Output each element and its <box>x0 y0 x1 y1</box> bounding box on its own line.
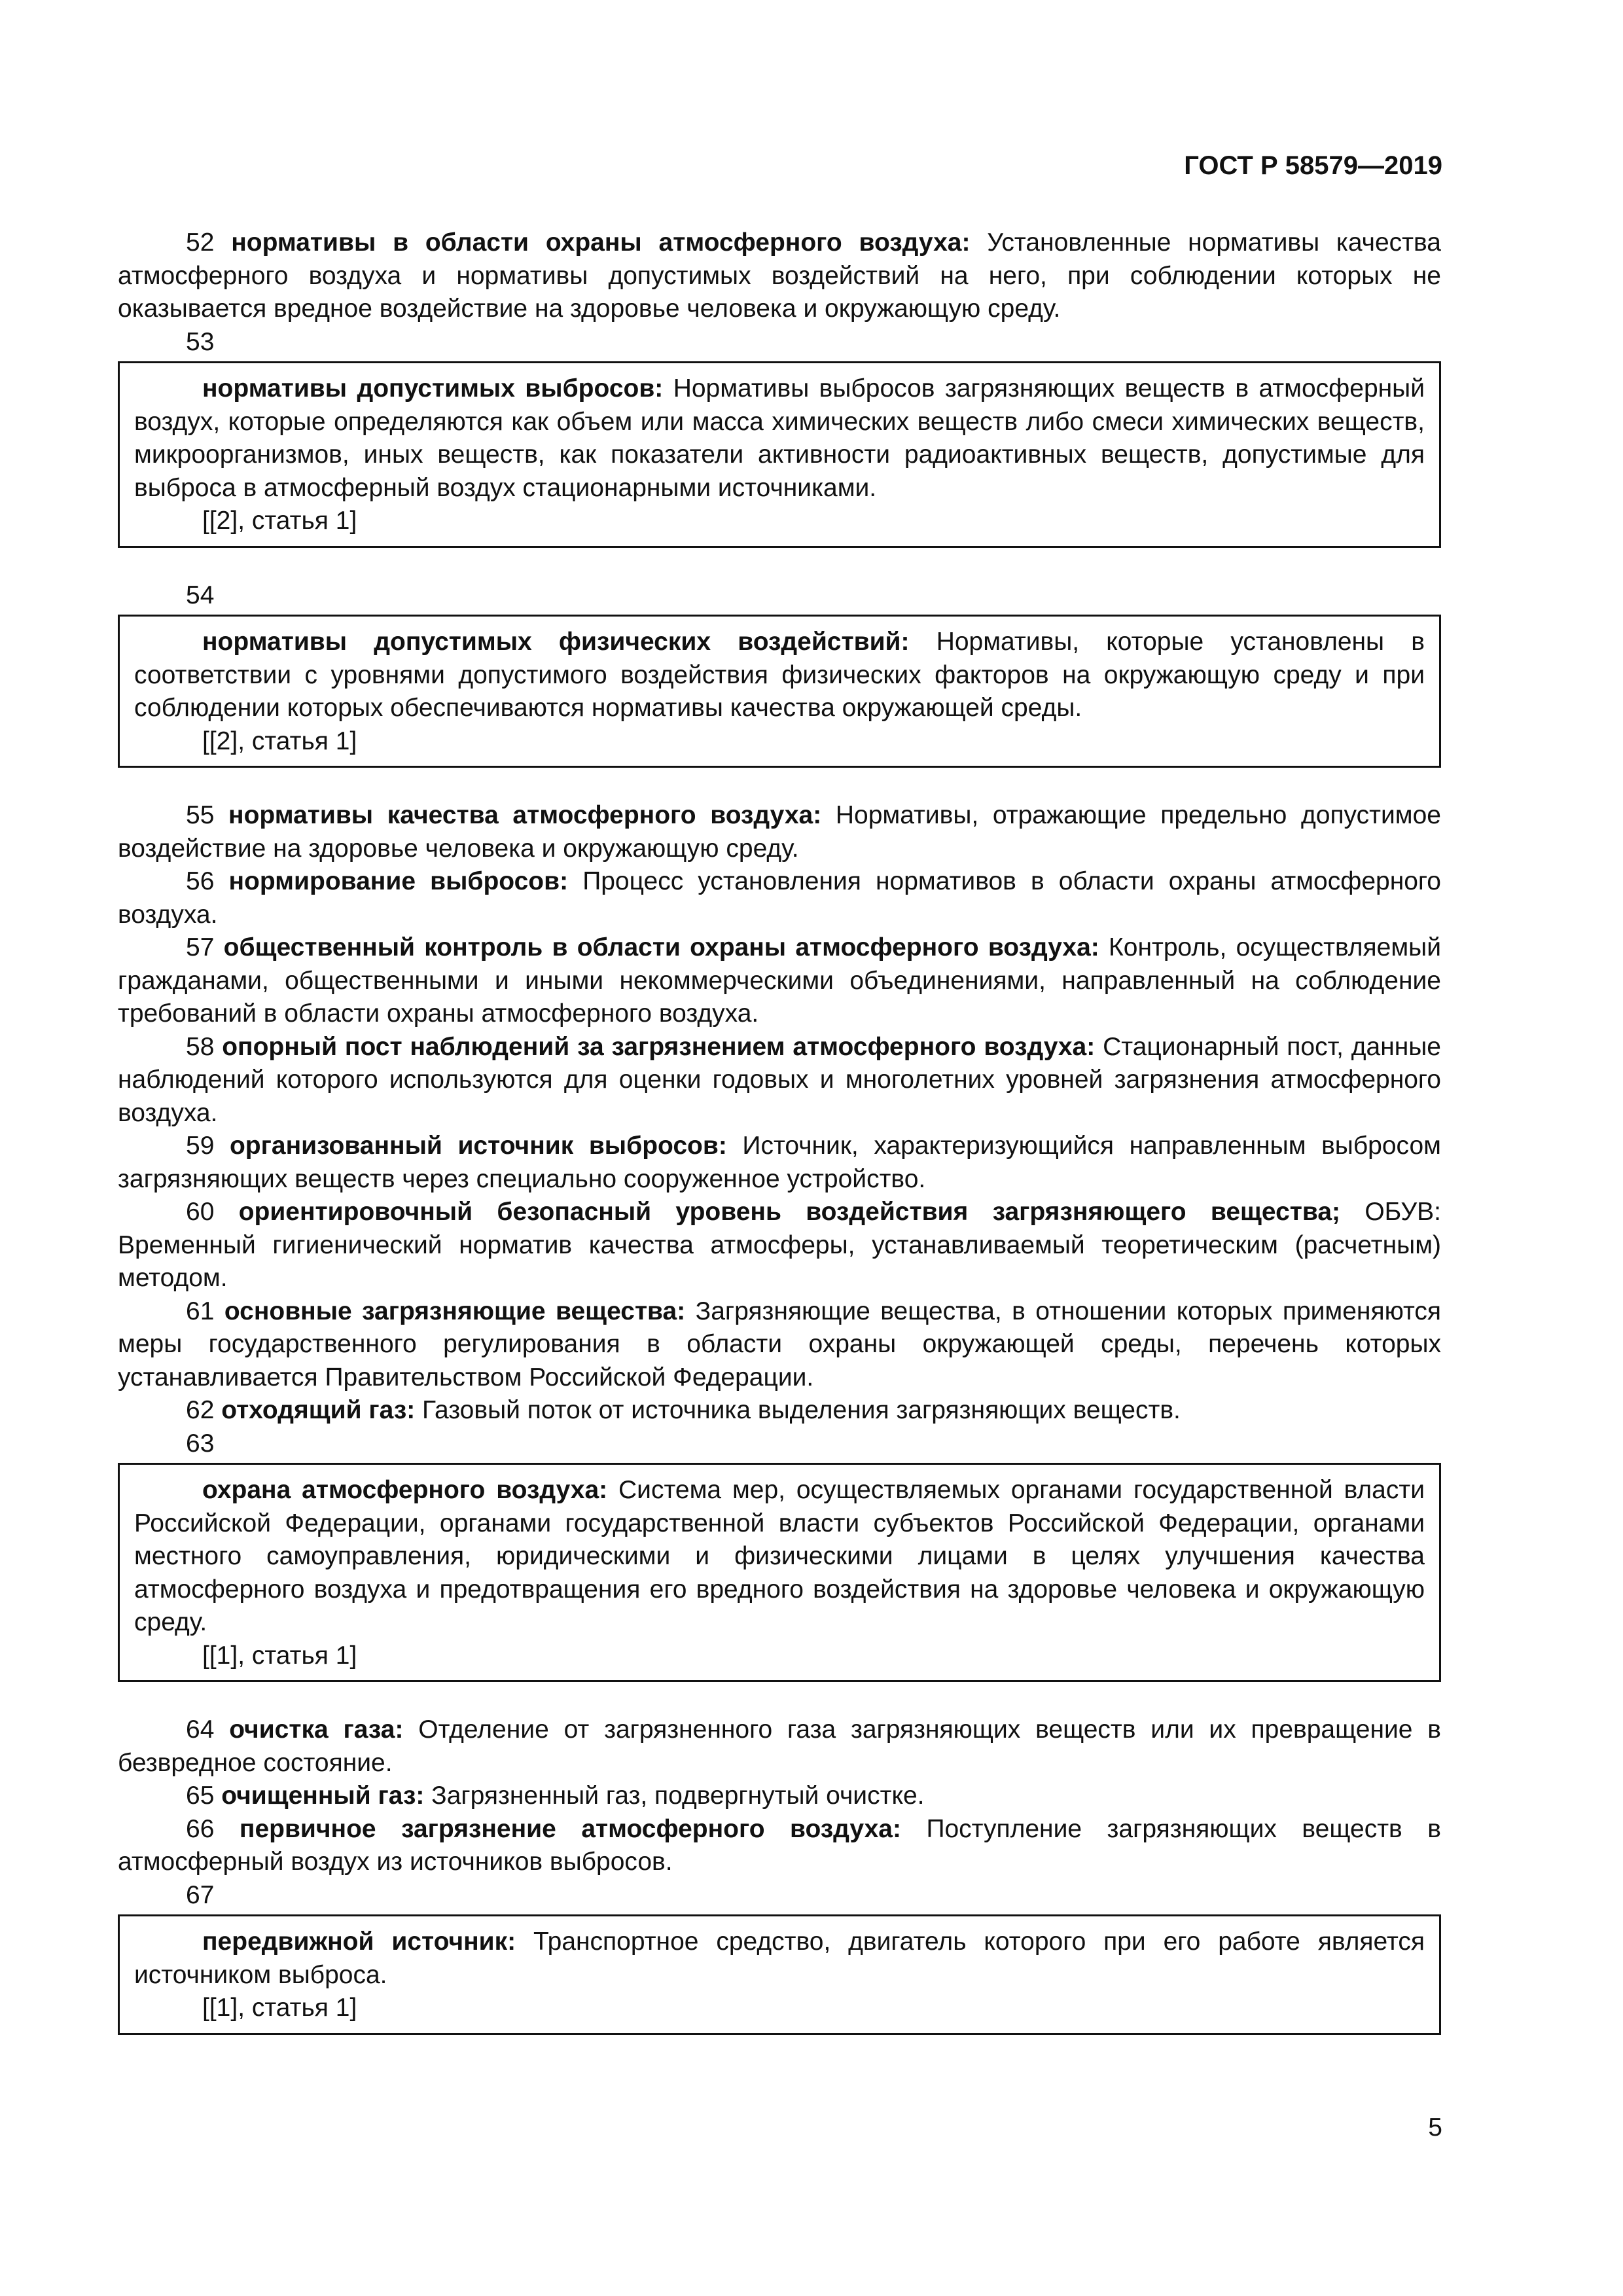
standard-designation: ГОСТ Р 58579—2019 <box>1184 151 1442 180</box>
legal-term-box-67 <box>118 1914 1441 2035</box>
term-number: 58 <box>186 1032 215 1061</box>
term-name: ориентировочный безопасный уровень воздействия загрязняющего вещества; <box>238 1198 1341 1226</box>
source-reference: [[1], статья 1] <box>202 1994 357 2022</box>
term-definition: Процесс установления нормативов в области охраны атмосферного воздуха. <box>118 867 1441 929</box>
term-entry-65 <box>118 1780 1441 1813</box>
term-number: 59 <box>186 1132 215 1160</box>
term-name: общественный контроль в области охраны атмосферного воздуха: <box>223 933 1099 961</box>
legal-term-box-63 <box>118 1463 1441 1682</box>
term-entry-57 <box>118 931 1441 1031</box>
term-number: 66 <box>186 1814 215 1843</box>
term-number: 60 <box>186 1198 215 1226</box>
term-entry-58 <box>118 1031 1441 1130</box>
term-entry-59 <box>118 1130 1441 1196</box>
term-definition: Стационарный пост, данные наблюдений которого используются для оценки годовых и многолетних уровней загрязнения атмосферного воздуха. <box>118 1032 1442 1127</box>
term-number: 62 <box>186 1396 215 1424</box>
term-entry-62 <box>118 1394 1441 1427</box>
term-name: очистка газа: <box>229 1715 404 1744</box>
term-definition: Отделение от загрязненного газа загрязняющих веществ или их превращение в безвредное состояние. <box>118 1715 1441 1777</box>
term-name: передвижной источник: <box>202 1928 516 1956</box>
term-number: 55 <box>186 801 215 829</box>
term-definition: Загрязненный газ, подвергнутый очистке. <box>431 1782 925 1810</box>
source-reference: [[2], статья 1] <box>202 726 357 755</box>
term-definition: Газовый поток от источника выделения загрязняющих веществ. <box>422 1396 1181 1424</box>
term-name: опорный пост наблюдений за загрязнением атмосферного воздуха: <box>222 1032 1096 1061</box>
legal-term-box-54 <box>118 615 1441 768</box>
term-definition: Источник, характеризующийся направленным выбросом загрязняющих веществ через специально сооруженное устройство. <box>118 1132 1441 1193</box>
term-entry-66 <box>118 1813 1441 1879</box>
term-definition: Поступление загрязняющих веществ в атмосферный воздух из источников выбросов. <box>118 1814 1441 1876</box>
term-entry-52 <box>118 226 1441 326</box>
term-entry-64 <box>118 1713 1441 1780</box>
term-number: 56 <box>186 867 215 895</box>
boxed-term-entry <box>134 372 1425 505</box>
boxed-term-entry <box>134 626 1425 725</box>
term-number: 57 <box>186 933 215 961</box>
term-definition: Нормативы, которые установлены в соответствии с уровнями допустимого воздействия физических факторов на окружающую среду и при соблюдении которых обеспечиваются нормативы качества окружающей среды. <box>134 628 1425 722</box>
term-name: нормативы допустимых выбросов: <box>202 374 664 403</box>
term-definition: Система мер, осуществляемых органами государственной власти Российской Федерации, органами государственной власти субъектов Российской Федерации, органами местного самоуправления, юридическими и физическими лицами в целях улучшения качества атмосферного воздуха и предотвращения его вредного воздействия на здоровье человека и окружающую среду. <box>134 1476 1425 1636</box>
term-definition: Контроль, осуществляемый гражданами, общественными и иными некоммерческими объединениями, направленный на соблюдение требований в области охраны атмосферного воздуха. <box>118 933 1441 1028</box>
term-name: нормирование выбросов: <box>228 867 569 895</box>
term-name: очищенный газ: <box>221 1782 425 1810</box>
term-definition: Транспортное средство, двигатель которого при его работе является источником выброса. <box>134 1928 1425 1989</box>
term-definition: Нормативы, отражающие предельно допустимое воздействие на здоровье человека и окружающую среду. <box>118 801 1441 863</box>
terms-list <box>118 226 1441 2066</box>
source-reference: [[1], статья 1] <box>202 1641 357 1670</box>
boxed-term-entry <box>134 1926 1425 1992</box>
term-name: нормативы допустимых физических воздействий: <box>202 628 910 656</box>
term-number: 67 <box>186 1880 215 1909</box>
term-definition: Установленные нормативы качества атмосферного воздуха и нормативы допустимых воздействий на него, при соблюдении которых не оказывается вредное воздействие на здоровье человека и окружающую среду. <box>118 228 1441 323</box>
term-entry-56 <box>118 865 1441 931</box>
term-entry-60 <box>118 1196 1441 1295</box>
source-reference: [[2], статья 1] <box>202 507 357 535</box>
term-entry-55 <box>118 799 1441 865</box>
term-number: 64 <box>186 1715 215 1744</box>
term-name: отходящий газ: <box>221 1396 416 1424</box>
term-number: 61 <box>186 1297 215 1325</box>
term-name: нормативы качества атмосферного воздуха: <box>228 801 822 829</box>
term-definition: Нормативы выбросов загрязняющих веществ в атмосферный воздух, которые определяются как объем или масса химических веществ либо смеси химических веществ, микроорганизмов, иных веществ, как показатели активности радиоактивных веществ, допустимые для выброса в атмосферный воздух стационарными источниками. <box>134 374 1425 502</box>
term-number: 65 <box>186 1782 215 1810</box>
term-number: 53 <box>186 327 215 356</box>
term-number: 63 <box>186 1429 215 1458</box>
term-name: первичное загрязнение атмосферного воздуха: <box>239 1814 901 1843</box>
term-name: основные загрязняющие вещества: <box>224 1297 686 1325</box>
term-definition: Загрязняющие вещества, в отношении которых применяются меры государственного регулирования в области охраны окружающей среды, перечень которых устанавливается Правительством Российской Федерации. <box>118 1297 1442 1391</box>
boxed-term-entry <box>134 1474 1425 1640</box>
term-number: 54 <box>186 581 215 609</box>
term-name: охрана атмосферного воздуха: <box>202 1476 608 1504</box>
term-number: 52 <box>186 228 215 257</box>
term-name: организованный источник выбросов: <box>229 1132 727 1160</box>
term-definition: ОБУВ: Временный гигиенический норматив качества атмосферы, устанавливаемый теоретическим (расчетным) методом. <box>118 1198 1442 1292</box>
page-number: 5 <box>1428 2113 1442 2142</box>
term-entry-61 <box>118 1295 1441 1395</box>
term-name: нормативы в области охраны атмосферного воздуха: <box>231 228 971 257</box>
legal-term-box-53 <box>118 361 1441 548</box>
